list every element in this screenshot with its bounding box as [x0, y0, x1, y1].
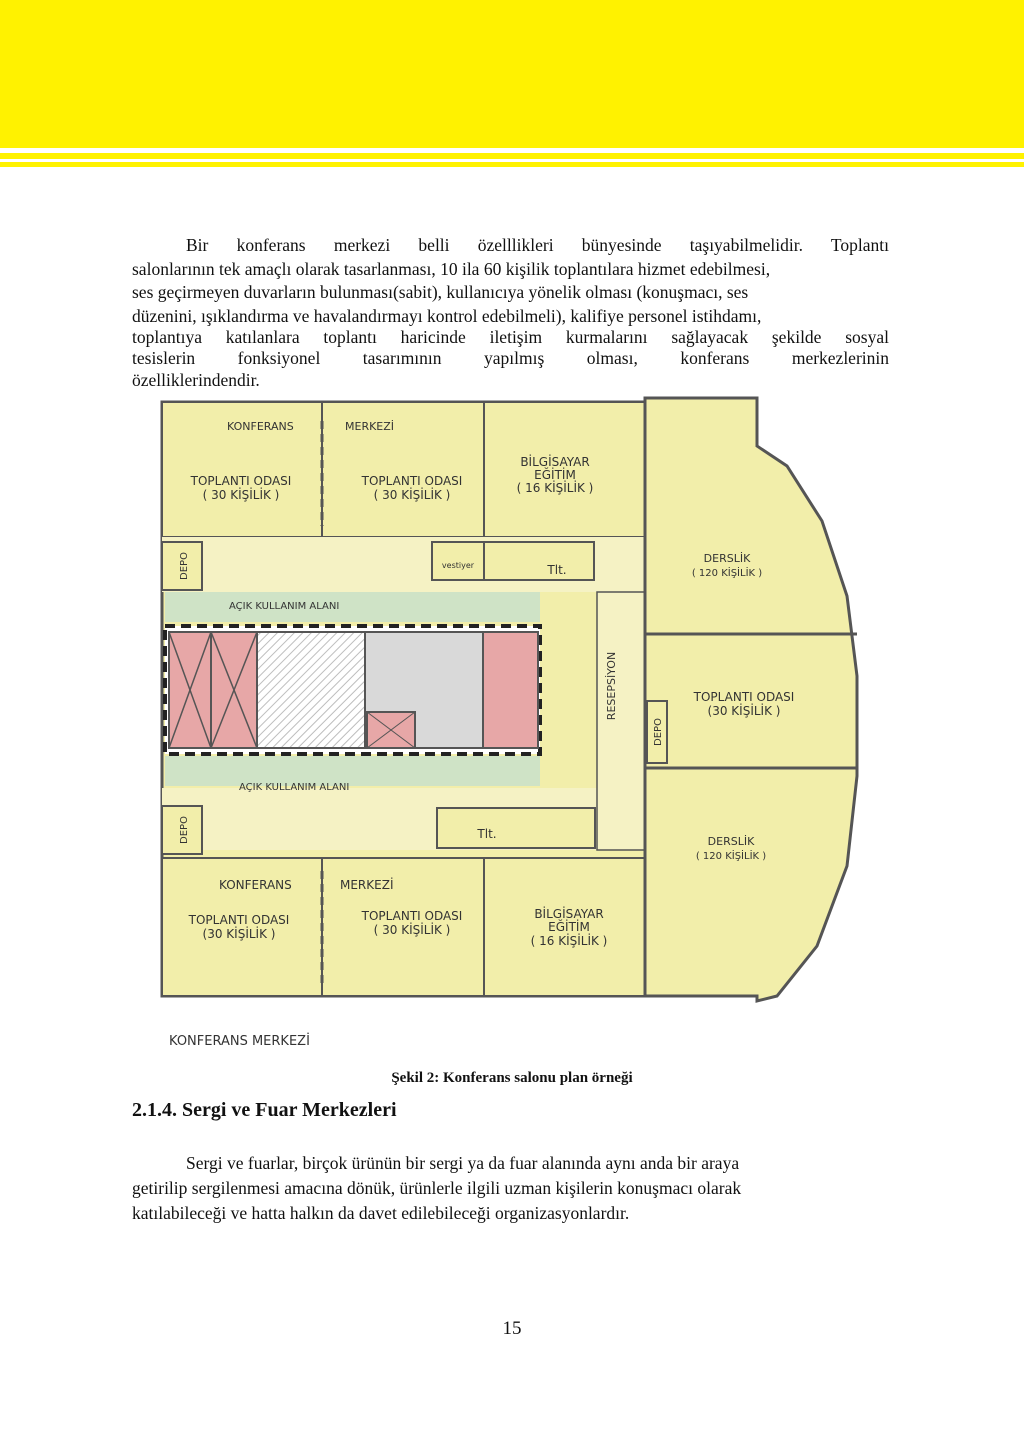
figure-caption: Şekil 2: Konferans salonu plan örneği — [391, 1070, 633, 1086]
header-stripe-1 — [0, 153, 1024, 159]
plan-label: ( 16 KİŞİLİK ) — [530, 934, 608, 948]
plan-label: BİLGİSAYAR — [534, 907, 604, 921]
plan-label: AÇIK KULLANIM ALANI — [239, 782, 350, 793]
floor-plan-figure — [157, 396, 873, 1058]
plan-label: DERSLİK — [707, 835, 755, 848]
plan-label: DERSLİK — [703, 552, 751, 565]
plan-label: BİLGİSAYAR — [520, 455, 590, 469]
header-band — [0, 0, 1024, 148]
plan-label: ( 30 KİŞİLİK ) — [373, 488, 451, 502]
plan-label: ( 30 KİŞİLİK ) — [373, 923, 451, 937]
open-area-bottom — [165, 756, 540, 786]
plan-label: (30 KİŞİLİK ) — [202, 927, 276, 941]
header-stripe-2 — [0, 162, 1024, 167]
plan-label: MERKEZİ — [340, 878, 394, 892]
wc-room-bottom — [437, 808, 595, 848]
paragraph-line: düzenini, ışıklandırma ve havalandırmayı kontrol edebilmeli), kalifiye personel istihdamı, — [132, 305, 762, 326]
plan-title: KONFERANS MERKEZİ — [169, 1034, 310, 1049]
plan-label: KONFERANS — [227, 420, 294, 433]
plan-label: (30 KİŞİLİK ) — [707, 704, 781, 718]
plan-label: vestiyer — [441, 561, 475, 570]
paragraph-1 — [132, 234, 889, 393]
paragraph-line: getirilip sergilenmesi amacına dönük, ürünlerle ilgili uzman kişilerin konuşmacı olarak — [132, 1178, 742, 1198]
plan-label: TOPLANTI ODASI — [361, 909, 463, 923]
open-area-top — [165, 592, 540, 622]
plan-label: EĞİTİM — [534, 468, 576, 482]
paragraph-line: salonlarının tek amaçlı olarak tasarlanması, 10 ila 60 kişilik toplantılara hizmet edebilmesi, — [132, 258, 771, 279]
wc-room-top — [484, 542, 594, 580]
paragraph-line: özelliklerindendir. — [132, 370, 260, 391]
plan-label: Tlt. — [477, 827, 497, 841]
paragraph-line: Sergi ve fuarlar, birçok ürünün bir sergi ya da fuar alanında aynı anda bir araya — [186, 1153, 740, 1173]
plan-label: AÇIK KULLANIM ALANI — [229, 601, 340, 612]
plan-label: Tlt. — [547, 563, 567, 577]
plan-label: DEPO — [653, 718, 664, 746]
plan-label: ( 120 KİŞİLİK ) — [695, 851, 767, 862]
plan-label: KONFERANS — [219, 878, 292, 892]
floor-plan — [157, 396, 873, 1058]
plan-label: TOPLANTI ODASI — [190, 474, 292, 488]
plan-label: ( 120 KİŞİLİK ) — [691, 568, 763, 579]
plan-label: TOPLANTI ODASI — [188, 913, 290, 927]
paragraph-line: katılabileceği ve hatta halkın da davet edilebileceği organizasyonlardır. — [132, 1203, 630, 1223]
plan-label: ( 30 KİŞİLİK ) — [202, 488, 280, 502]
section-heading: 2.1.4. Sergi ve Fuar Merkezleri — [132, 1099, 397, 1121]
plan-label: RESEPSİYON — [605, 651, 618, 721]
plan-label: ( 16 KİŞİLİK ) — [516, 481, 594, 495]
plan-label: DEPO — [179, 552, 190, 580]
plan-label: TOPLANTI ODASI — [361, 474, 463, 488]
paragraph-line: tesislerin fonksiyonel tasarımının yapılmış olması, konferans merkezlerinin — [132, 348, 889, 369]
plan-label: DEPO — [179, 816, 190, 844]
paragraph-line: toplantıya katılanlara toplantı haricinde iletişim kurmalarını sağlayacak şekilde sosyal — [132, 327, 889, 348]
paragraph-line: Bir konferans merkezi belli özelllikleri bünyesinde taşıyabilmelidir. Toplantı — [186, 235, 889, 255]
plan-label: MERKEZİ — [345, 420, 395, 433]
paragraph-2 — [132, 1151, 889, 1226]
plan-label: EĞİTİM — [548, 920, 590, 934]
paragraph-line: ses geçirmeyen duvarların bulunması(sabit), kullanıcıya yönelik olması (konuşmacı, ses — [132, 282, 749, 303]
plan-label: TOPLANTI ODASI — [693, 690, 795, 704]
page-number: 15 — [502, 1318, 522, 1339]
